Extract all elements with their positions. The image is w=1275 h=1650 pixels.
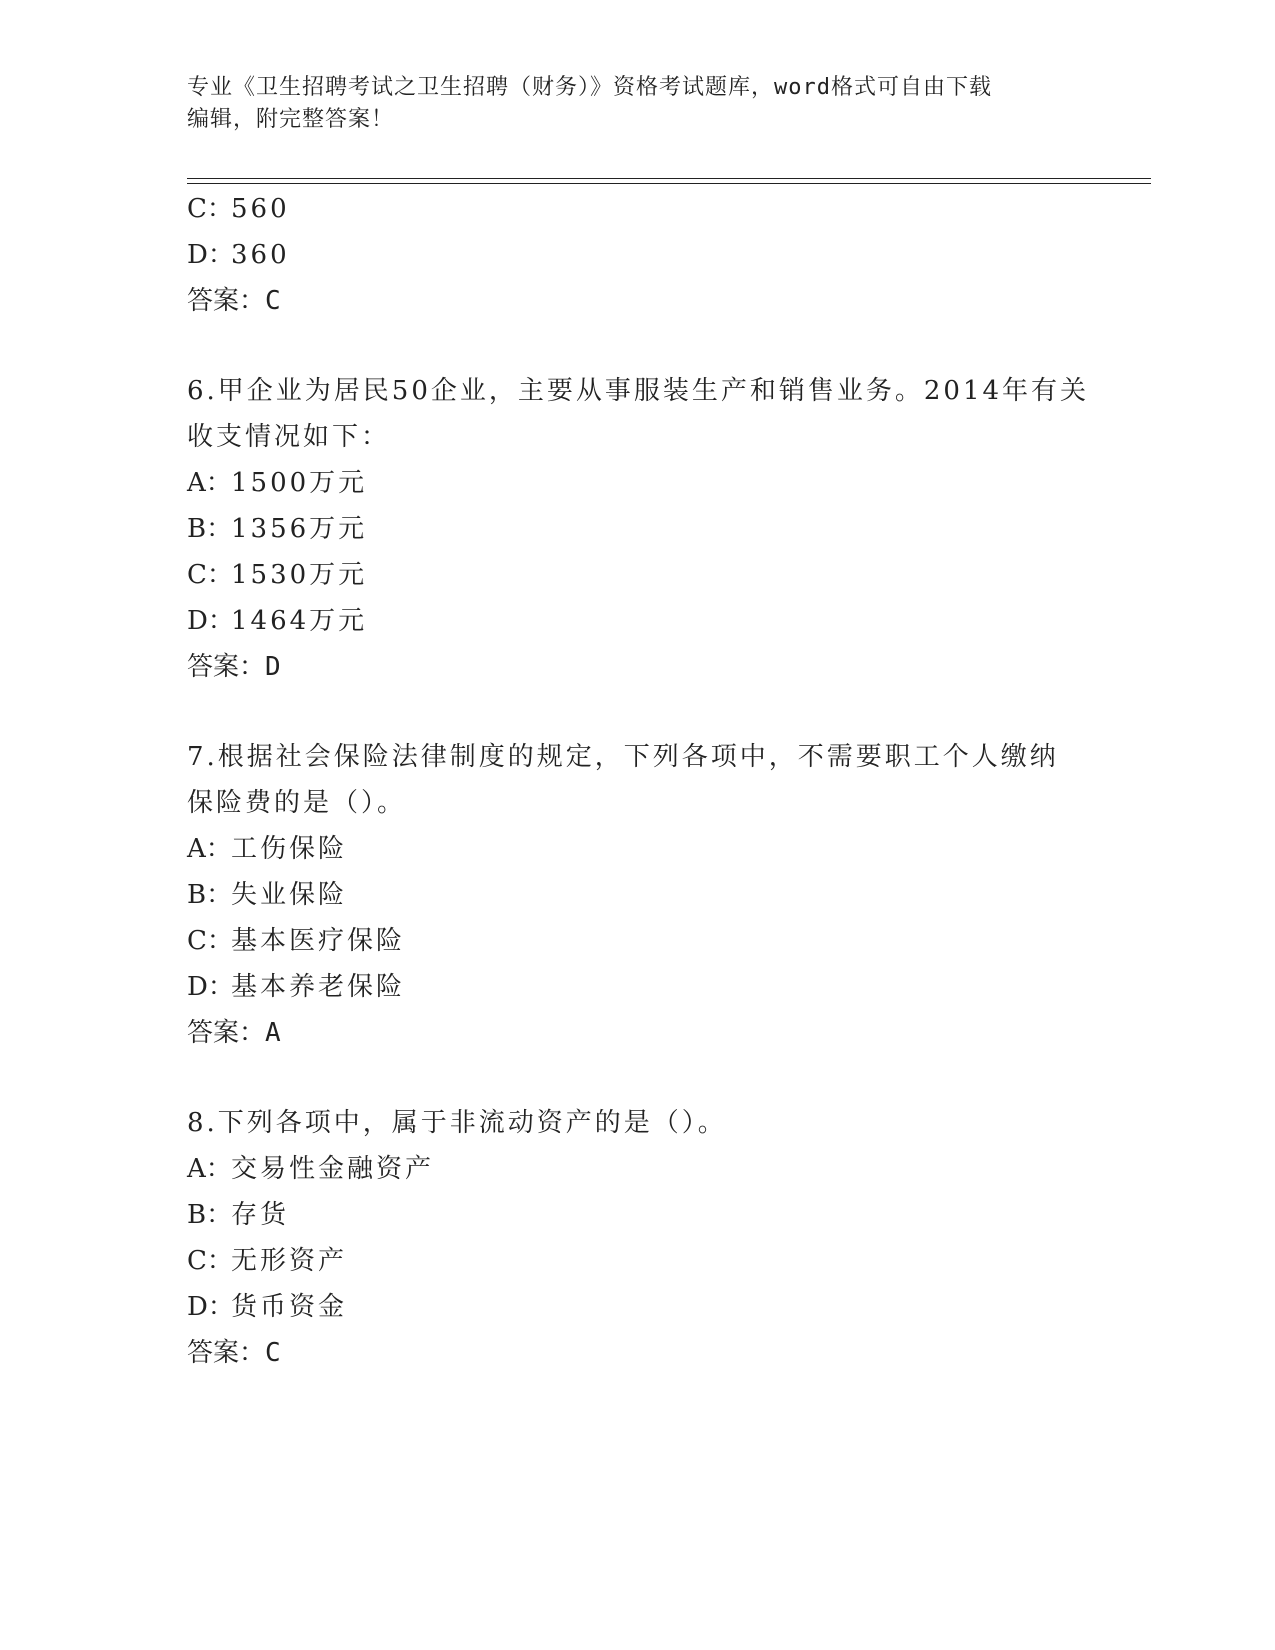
option-text: 1500万元: [231, 468, 368, 498]
option-key: C：: [187, 1246, 233, 1276]
option-key: C：: [187, 560, 233, 590]
document-body: [187, 186, 1090, 1376]
answer-line: 答案：C: [187, 286, 281, 316]
question-text-line-1: 7.根据社会保险法律制度的规定，下列各项中，不需要职工个人缴纳: [187, 742, 1059, 772]
option-b: [187, 872, 1087, 918]
option-text: 交易性金融资产: [231, 1154, 435, 1184]
option-a: [187, 826, 1087, 872]
option-a: [187, 460, 1087, 506]
option-key: D：: [187, 606, 234, 636]
option-key: D：: [187, 240, 234, 270]
question-7: [187, 734, 1087, 1056]
option-key: A：: [187, 468, 232, 498]
option-key: D：: [187, 1292, 234, 1322]
option-text: 货币资金: [231, 1292, 348, 1322]
option-key: B：: [187, 514, 233, 544]
option-text: 1356万元: [231, 514, 368, 544]
option-key: D：: [187, 972, 234, 1002]
answer-line: 答案：A: [187, 1018, 281, 1048]
option-key: B：: [187, 1200, 233, 1230]
option-c: [187, 186, 1087, 232]
option-text: 基本养老保险: [231, 972, 406, 1002]
option-key: C：: [187, 194, 233, 224]
option-d: [187, 1284, 1087, 1330]
option-c: [187, 552, 1087, 598]
question-6: [187, 368, 1090, 690]
option-d: [187, 964, 1087, 1010]
question-text-line-2: 收支情况如下：: [187, 422, 391, 452]
option-text: 存货: [231, 1200, 290, 1230]
question-8: [187, 1100, 1087, 1376]
option-text: 360: [231, 240, 290, 270]
answer-line: 答案：C: [187, 1338, 281, 1368]
option-key: B：: [187, 880, 233, 910]
question-text-line-1: 8.下列各项中，属于非流动资产的是（）。: [187, 1108, 727, 1138]
header-line-1: 专业《卫生招聘考试之卫生招聘（财务）》资格考试题库，word格式可自由下载: [187, 75, 992, 100]
option-text: 基本医疗保险: [231, 926, 406, 956]
continued-question: [187, 186, 1087, 324]
option-text: 工伤保险: [231, 834, 348, 864]
option-d: [187, 598, 1087, 644]
option-key: A：: [187, 834, 232, 864]
question-text-line-1: 6.甲企业为居民50企业，主要从事服装生产和销售业务。2014年有关: [187, 376, 1090, 406]
option-c: [187, 1238, 1087, 1284]
option-text: 1464万元: [231, 606, 368, 636]
page-header: [187, 72, 1087, 136]
header-divider: [187, 178, 1151, 184]
option-text: 1530万元: [231, 560, 368, 590]
option-a: [187, 1146, 1087, 1192]
header-line-2: 编辑，附完整答案！: [187, 107, 395, 132]
option-text: 无形资产: [231, 1246, 348, 1276]
option-text: 560: [231, 194, 290, 224]
option-b: [187, 1192, 1087, 1238]
option-key: A：: [187, 1154, 232, 1184]
option-d: [187, 232, 1087, 278]
option-key: C：: [187, 926, 233, 956]
option-text: 失业保险: [231, 880, 348, 910]
answer-line: 答案：D: [187, 652, 281, 682]
option-b: [187, 506, 1087, 552]
option-c: [187, 918, 1087, 964]
question-text-line-2: 保险费的是（）。: [187, 788, 407, 818]
